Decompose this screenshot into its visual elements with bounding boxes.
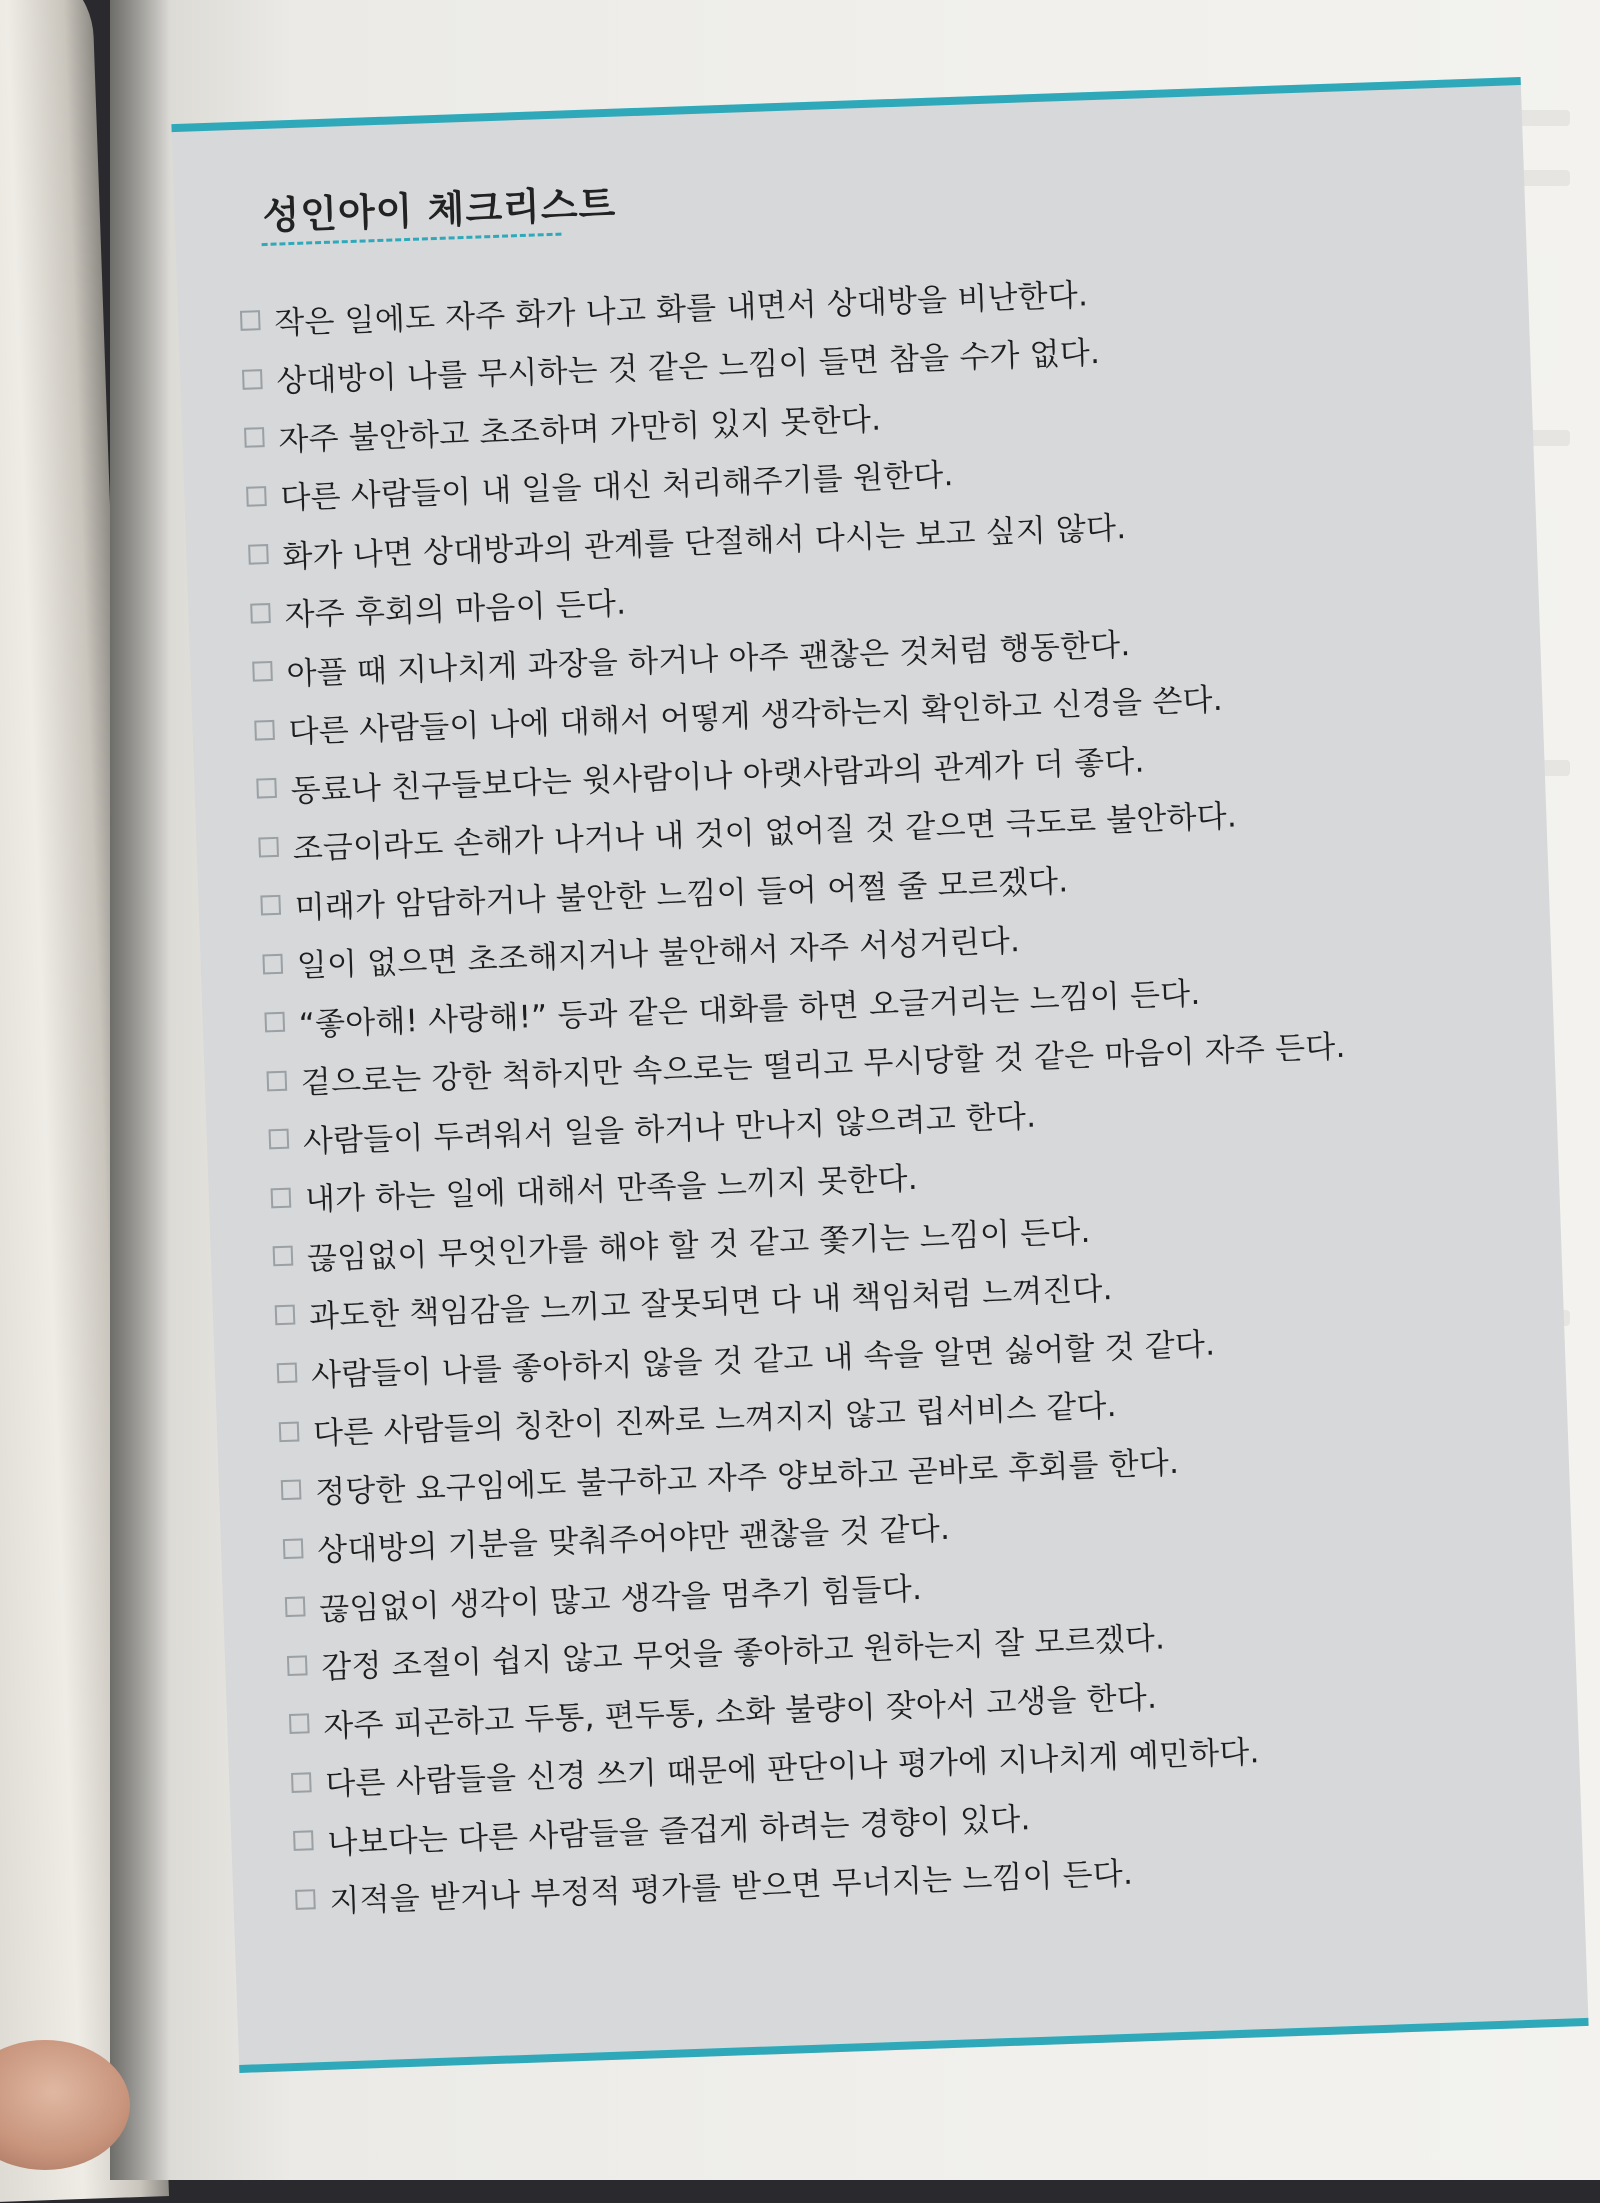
checklist-item-text: 감정 조절이 쉽지 않고 무엇을 좋아하고 원하는지 잘 모르겠다.	[320, 1620, 1166, 1687]
checklist-item-text: 자주 불안하고 초조하며 가만히 있지 못한다.	[277, 401, 882, 459]
checkbox-icon[interactable]	[262, 954, 283, 975]
checklist-item-text: “좋아해! 사랑해!” 등과 같은 대화를 하면 오글거리는 느낌이 든다.	[298, 975, 1201, 1043]
checkbox-icon[interactable]	[258, 837, 279, 858]
checklist-items	[239, 248, 1555, 1929]
checkbox-icon[interactable]	[285, 1597, 306, 1618]
checkbox-icon[interactable]	[240, 310, 261, 331]
checkbox-icon[interactable]	[291, 1772, 312, 1793]
checkbox-icon[interactable]	[266, 1070, 287, 1091]
page-gutter-shadow	[110, 0, 170, 2180]
checkbox-icon[interactable]	[281, 1480, 302, 1501]
checklist-item-text: 내가 하는 일에 대해서 만족을 느끼지 못한다.	[304, 1161, 919, 1219]
checklist-item-text: 과도한 책임감을 느끼고 잘못되면 다 내 책임처럼 느껴진다.	[308, 1271, 1114, 1336]
checklist-item-text: 동료나 친구들보다는 윗사람이나 아랫사람과의 관계가 더 좋다.	[290, 743, 1146, 810]
checkbox-icon[interactable]	[279, 1421, 300, 1442]
checklist-item-text: 사람들이 나를 좋아하지 않을 것 같고 내 속을 알면 싫어할 것 같다.	[310, 1326, 1216, 1394]
checklist-item-text: 미래가 암담하거나 불안한 느낌이 들어 어쩔 줄 모르겠다.	[294, 863, 1069, 927]
checkbox-icon[interactable]	[287, 1655, 308, 1676]
checkbox-icon[interactable]	[260, 895, 281, 916]
checklist-item-text: 아플 때 지나치게 과장을 하거나 아주 괜찮은 것처럼 행동한다.	[286, 626, 1131, 693]
checklist-item-text: 다른 사람들이 내 일을 대신 처리해주기를 원한다.	[279, 457, 955, 517]
checkbox-icon[interactable]	[269, 1129, 290, 1150]
checkbox-icon[interactable]	[254, 720, 275, 741]
checkbox-icon[interactable]	[277, 1363, 298, 1384]
checkbox-icon[interactable]	[295, 1889, 316, 1910]
checklist-item-text: 자주 후회의 마음이 든다.	[283, 585, 627, 634]
checkbox-icon[interactable]	[246, 486, 267, 507]
checkbox-icon[interactable]	[256, 778, 277, 799]
checklist-item-text: 화가 나면 상대방과의 관계를 단절해서 다시는 보고 싶지 않다.	[281, 509, 1127, 576]
checklist-item-text: 작은 일에도 자주 화가 나고 화를 내면서 상대방을 비난한다.	[273, 277, 1089, 342]
checkbox-icon[interactable]	[293, 1830, 314, 1851]
checklist-item-text: 끊임없이 생각이 많고 생각을 멈추기 힘들다.	[318, 1570, 923, 1628]
checklist-item-text: 조금이라도 손해가 나거나 내 것이 없어질 것 같으면 극도로 불안하다.	[292, 798, 1238, 868]
checkbox-icon[interactable]	[248, 544, 269, 565]
checkbox-icon[interactable]	[244, 427, 265, 448]
checklist-item-text: 다른 사람들이 나에 대해서 어떻게 생각하는지 확인하고 신경을 쓴다.	[288, 682, 1224, 751]
checklist-item-text: 자주 피곤하고 두통, 편두통, 소화 불량이 잦아서 고생을 한다.	[322, 1679, 1158, 1745]
checklist-item-text: 다른 사람들의 칭찬이 진짜로 느껴지지 않고 립서비스 같다.	[312, 1388, 1118, 1453]
checklist-item-text: 상대방이 나를 무시하는 것 같은 느낌이 들면 참을 수가 없다.	[275, 335, 1101, 400]
checklist-item-text: 겉으로는 강한 척하지만 속으로는 떨리고 무시당할 것 같은 마음이 자주 든다.	[300, 1029, 1347, 1102]
checkbox-icon[interactable]	[275, 1304, 296, 1325]
checkbox-icon[interactable]	[250, 603, 271, 624]
checkbox-icon[interactable]	[289, 1714, 310, 1735]
checklist-item-text: 사람들이 두려워서 일을 하거나 만나지 않으려고 한다.	[302, 1098, 1037, 1160]
checkbox-icon[interactable]	[271, 1187, 292, 1208]
checklist-item-text: 끊임없이 무엇인가를 해야 할 것 같고 쫓기는 느낌이 든다.	[306, 1213, 1092, 1277]
checkbox-icon[interactable]	[283, 1538, 304, 1559]
checklist-panel	[171, 77, 1588, 2073]
checklist-item-text: 상대방의 기분을 맞춰주어야만 괜찮을 것 같다.	[316, 1511, 951, 1570]
checkbox-icon[interactable]	[252, 661, 273, 682]
checklist-title: 성인아이 체크리스트	[261, 181, 617, 239]
checklist-item-text: 나보다는 다른 사람들을 즐겁게 하려는 경향이 있다.	[326, 1800, 1032, 1862]
checkbox-icon[interactable]	[273, 1246, 294, 1267]
checkbox-icon[interactable]	[242, 369, 263, 390]
checklist-item-text: 다른 사람들을 신경 쓰기 때문에 판단이나 평가에 지나치게 예민하다.	[324, 1734, 1261, 1804]
checklist-item-text: 일이 없으면 초조해지거나 불안해서 자주 서성거린다.	[296, 923, 1021, 985]
checklist-item-text: 정당한 요구임에도 불구하고 자주 양보하고 곧바로 후회를 한다.	[314, 1444, 1180, 1511]
checkbox-icon[interactable]	[264, 1012, 285, 1033]
checklist-item-text: 지적을 받거나 부정적 평가를 받으면 무너지는 느낌이 든다.	[328, 1855, 1134, 1920]
